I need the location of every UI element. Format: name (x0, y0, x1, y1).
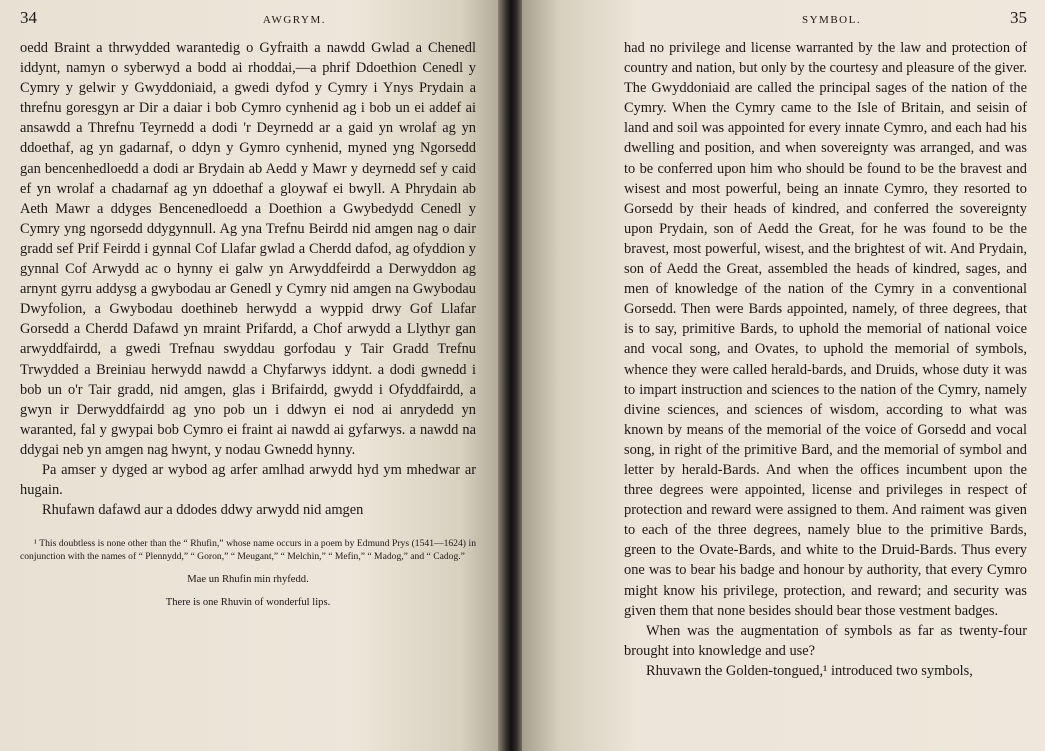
left-paragraph-3: Rhufawn dafawd aur a ddodes ddwy arwydd nid amgen (42, 502, 364, 519)
left-page (0, 0, 500, 751)
verse-welsh: Mae un Rhufin min rhyfedd. (187, 574, 309, 586)
left-running-head (20, 8, 476, 34)
right-body-text (624, 38, 1027, 681)
left-running-title: AWGRYM. (262, 14, 326, 26)
right-page (522, 0, 1045, 751)
left-paragraph-1: oedd Braint a thrwydded warantedig o Gyfraith a nawdd Gwlad a Chenedl iddynt, namyn o syberwyd a bodd ai rhoddai,—a phrif Ddoethion Cenedl y Cymry y gelwir y Gwyddoniaid, a gwedi dyfod y Cymry i Ynys Prydain a threfnu goresgyn ar Dir a daiar i bob Cymro cynhenid ag i bob un ei addef ai ansawdd a Threfnu Teyrnedd a dodi 'r Deyrnedd ar a gaid yn wrolaf ag yn ddoethaf, ag yn gadarnaf, o ddyn y Gymro cynhenid, myned yng Ngorsedd gan bencenhedloedd a dodi ar Brydain ab Aedd y Mawr y deyrnedd sef y caid ef yn wrolaf a chadarnaf ag yn ddoethaf a gloywaf ei bwyll. A Phrydain ab Aeth Mawr a ddyges Bencenedloedd a Doethion a Gwybedydd Cenedl y Cymry yng ngorsedd ddygynnull. Ag yna Trefnu Beirdd nid amgen nag o dair gradd sef Prif Feirdd i gynnal Cof Llafar gwlad a Cherdd dafod, ag ofyddion y gynnal Cof Arwydd ac o hynny ei galw yn Arwyddfeirdd a Derwyddon ag arnynt gyrru addysg a gwybodau ar Genedl y Cymry nid amgen na Gwybodau Dwyfolion, a Gwybodau doethineb herwydd a wyppid drwy Gof Llafar Gorsedd a Cherdd Dafawd yn mraint Prifardd, a Chof arwydd a Llythyr gan arwyddfairdd, a gwedi Trefnau swyddau gorfodau y Tair Gradd Trefnu Trwydded a Breiniau herwydd nawdd a Chyfarwys iddynt. a dodi gwnedd i bob un o'r Tair gradd, nid amgen, glas i Brifairdd, gwydd i Ofyddfairdd, a gwyn ir Derwyddfairdd ag yno pob un i ddwyn ei nod ai anrydedd yn waranted, fal y gwypai bob Cymro ei fraint ai nawdd ai gyfarwys. a nawdd na ddygai neb yn amgen nag hwynt, y nodau Gwnedd hynny. (20, 40, 476, 458)
verse-quotation (20, 573, 476, 609)
footnote-1: ¹ This doubtless is none other than the “ Rhufin,” whose name occurs in a poem by Edmund Prys (1541—1624) in conjunction with the names of “ Plennydd,” “ Goron,” “ Meugant,” “ Melchin,” “ Mefin,” “ Madog,” and “ Cadog.” (20, 538, 476, 562)
right-paragraph-3: Rhuvawn the Golden-tongued,¹ introduced two symbols, (646, 662, 973, 679)
verse-english: There is one Rhuvin of wonderful lips. (165, 597, 331, 609)
right-page-number: 35 (1010, 8, 1027, 27)
book-gutter (498, 0, 524, 751)
right-running-title: SYMBOL. (802, 14, 862, 26)
left-footnotes (20, 538, 476, 563)
left-paragraph-2: Pa amser y dyged ar wybod ag arfer amlhad arwydd hyd ym mhedwar ar hugain. (20, 461, 476, 499)
right-paragraph-2: When was the augmentation of symbols as far as twenty-four brought into knowledge and use? (624, 622, 1027, 659)
left-body-text (20, 38, 476, 520)
right-paragraph-1: had no privilege and license warranted by the law and protection of country and nation, but only by the courtesy and pleasure of the giver. The Gwyddoniaid are called the principal sages of the nation of the Cymry. When the Cymry came to the Isle of Britain, and seisin of land and soil was appointed for every innate Cymro, and each had his dwelling and position, and when sovereignty was arranged, and was to be conferred upon him who should be found to be the bravest and wisest and most powerful, being an innate Cymro, they resorted to Gorsedd by their heads of kindred, and conferred the sovereignty upon Prydain, son of Aedd the Great, for he was found to be the bravest, most powerful, wisest, and the brightest of wit. And Prydain, son of Aedd the Great, assembled the heads of kindred, sages, and men of knowledge of the nation of the Cymry in a conventional Gorsedd. Then were Bards appointed, namely, of three degrees, that is to say, primitive Bards, to uphold the memorial of national voice and vocal song, and Ovates, to uphold the memorial of symbols, whence they were called herald-bards, and Druids, whose duty it was to impart instruction and sciences to the nation of the Cymry, namely divine sciences, and sciences of wisdom, according to what was known by means of the memorial of the voice of Gorsedd and vocal song, in right of the primitive Bard, and the memorial of symbol and letter by herald-Bards. And when the offices incumbent upon the three degrees were appointed, license and privileges in respect of protection and reward were assigned to them. And raiment was given to each of the three degrees, namely blue to the primitive Bards, green to the Ovate-Bards, and white to the Druid-Bards. Thus every one was to bear his badge and honour by authority, that every Cymro might know his privilege, protection, and reward; and security was given them that none besides should bear those vestment badges. (624, 40, 1027, 619)
left-page-number: 34 (20, 8, 37, 27)
right-running-head (624, 8, 1027, 34)
